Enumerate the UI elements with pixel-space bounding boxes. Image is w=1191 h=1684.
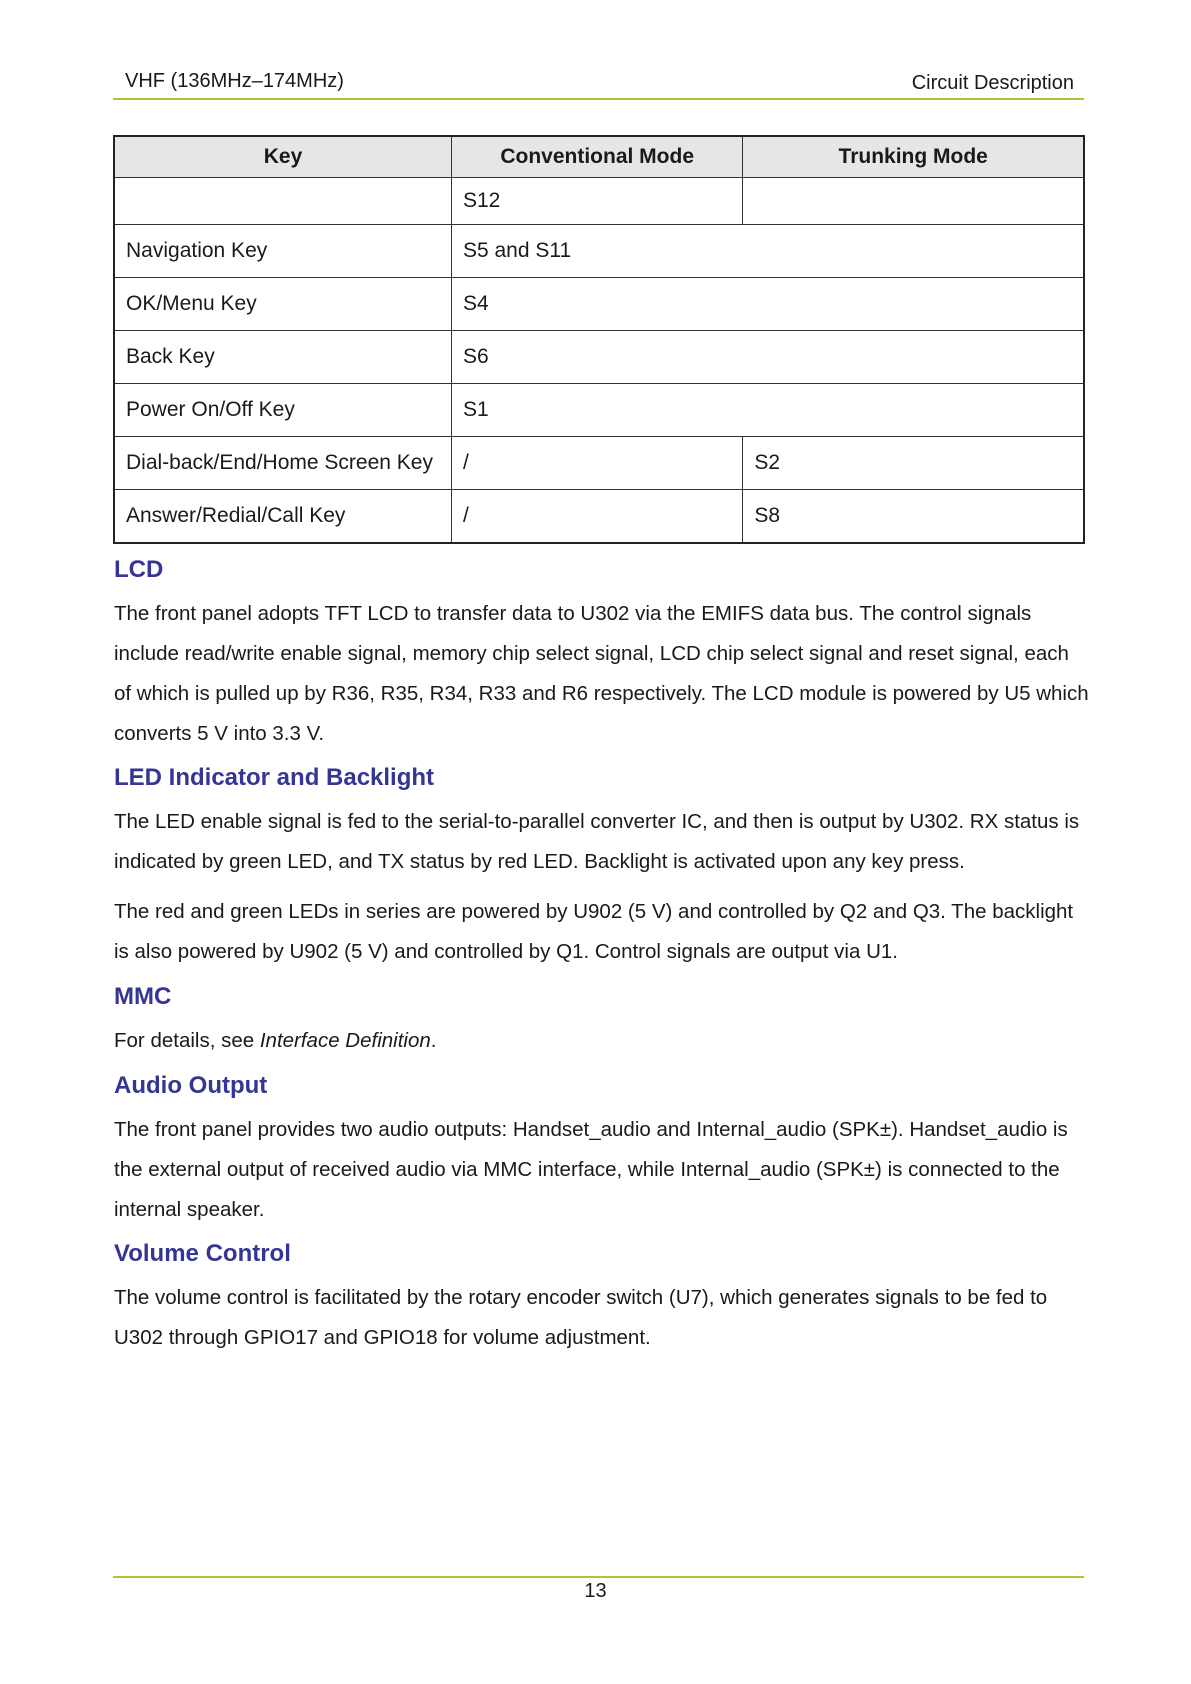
table-row [114,178,1084,225]
heading-lcd: LCD [114,556,164,583]
paragraph-volume: The volume control is facilitated by the rotary encoder switch (U7), which generates signals to be fed to U302 through GPIO17 and GPIO18 for volume adjustment. [114,1286,1048,1349]
column-header-conventional: Conventional Mode [451,136,742,178]
table-row [114,331,1084,384]
paragraph-led-2: The red and green LEDs in series are powered by U902 (5 V) and controlled by Q2 and Q3. The backlight is also powered by U902 (5 V) and controlled by Q1. Control signals are output via U1. [114,900,1074,963]
cell-conventional: / [451,490,742,544]
key-assignment-table [113,135,1085,544]
paragraph-lcd: The front panel adopts TFT LCD to transfer data to U302 via the EMIFS data bus. The control signals include read/write enable signal, memory chip select signal, LCD chip select signal and reset signal, each of which is pulled up by R36, R35, R34, R33 and R6 respectively. The LCD module is powered by U5 which converts 5 V into 3.3 V. [114,602,1089,745]
paragraph-led-1: The LED enable signal is fed to the serial-to-parallel converter IC, and then is output by U302. RX status is indicated by green LED, and TX status by red LED. Backlight is activated upon any key press. [114,810,1080,873]
column-header-trunking: Trunking Mode [743,136,1084,178]
section-mmc [114,983,1089,1061]
cell-shared: S6 [451,331,1084,384]
cell-conventional: / [451,437,742,490]
table-row [114,490,1084,544]
heading-led: LED Indicator and Backlight [114,764,435,791]
paragraph-audio: The front panel provides two audio outputs: Handset_audio and Internal_audio (SPK±). Handset_audio is the external output of received audio via MMC interface, while Internal_audio (SPK±) is connected to the internal speaker. [114,1118,1068,1221]
cell-key: Navigation Key [114,225,451,278]
page-number: 13 [584,1580,607,1602]
cell-conventional: S12 [451,178,742,225]
table-row [114,278,1084,331]
table-header-row [114,136,1084,178]
section-audio [114,1072,1089,1230]
cell-key: Answer/Redial/Call Key [114,490,451,544]
interface-definition-reference: Interface Definition [259,1029,431,1052]
cell-trunking [743,178,1084,225]
header-product: VHF (136MHz–174MHz) [125,70,344,92]
table-row [114,384,1084,437]
cell-trunking: S2 [743,437,1084,490]
heading-volume: Volume Control [114,1240,291,1267]
section-lcd [114,556,1089,754]
cell-key: Power On/Off Key [114,384,451,437]
page-header [113,66,1084,100]
header-chapter: Circuit Description [911,72,1074,94]
cell-shared: S4 [451,278,1084,331]
mmc-text-prefix: For details, see [114,1029,260,1052]
paragraph-mmc [114,1021,1089,1061]
section-volume [114,1240,1089,1358]
footer-divider [113,1576,1084,1578]
cell-shared: S1 [451,384,1084,437]
cell-key [114,178,451,225]
cell-key: Back Key [114,331,451,384]
cell-trunking: S8 [743,490,1084,544]
column-header-key: Key [114,136,451,178]
table-row [114,437,1084,490]
mmc-text-suffix: . [430,1029,437,1052]
table-row [114,225,1084,278]
cell-key: OK/Menu Key [114,278,451,331]
cell-key: Dial-back/End/Home Screen Key [114,437,451,490]
heading-mmc: MMC [114,983,172,1010]
heading-audio: Audio Output [114,1072,268,1099]
cell-shared: S5 and S11 [451,225,1084,278]
section-led [114,764,1089,972]
